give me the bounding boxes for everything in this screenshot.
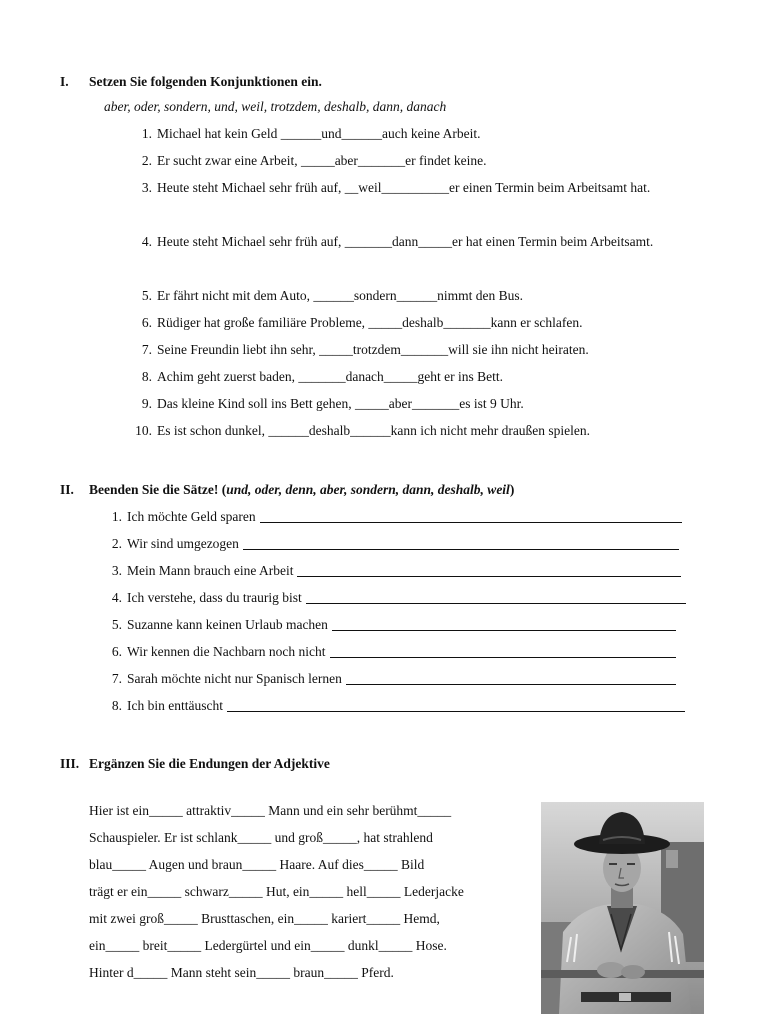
item-number: 7.	[141, 342, 152, 357]
answer-line[interactable]	[260, 522, 682, 523]
item-text: Achim geht zuerst baden, _______danach_____geht er ins Bett.	[157, 369, 504, 384]
answer-line[interactable]	[346, 684, 676, 685]
list-item	[130, 282, 700, 309]
answer-line[interactable]	[297, 576, 681, 577]
list-item	[130, 147, 700, 174]
answer-line[interactable]	[243, 549, 679, 550]
item-text: Suzanne kann keinen Urlaub machen	[127, 617, 328, 632]
section-2-exercise-list	[100, 503, 710, 719]
list-item	[100, 665, 710, 692]
item-number: 2.	[141, 153, 152, 168]
list-item	[130, 120, 700, 147]
item-number: 9.	[141, 396, 152, 411]
answer-line[interactable]	[330, 657, 676, 658]
paragraph-line: Schauspieler. Er ist schlank_____ und groß_____, hat strahlend	[89, 830, 433, 845]
item-text: Ich verstehe, dass du traurig bist	[127, 590, 302, 605]
item-number: 8.	[111, 698, 122, 713]
item-text: Er fährt nicht mit dem Auto, ______sondern______nimmt den Bus.	[157, 288, 523, 303]
item-text: Wir sind umgezogen	[127, 536, 239, 551]
section-3-number: III.	[60, 756, 80, 771]
item-number: 2.	[111, 536, 122, 551]
list-item	[100, 692, 710, 719]
item-number: 1.	[141, 126, 152, 141]
section-2-heading	[60, 482, 514, 498]
list-item	[130, 309, 700, 336]
list-item	[100, 638, 710, 665]
item-text: Heute steht Michael sehr früh auf, __weil__________er einen Termin beim Arbeitsamt hat.	[157, 180, 651, 195]
section-3-title: Ergänzen Sie die Endungen der Adjektive	[89, 756, 330, 771]
item-text: Das kleine Kind soll ins Bett gehen, _____aber_______es ist 9 Uhr.	[157, 396, 524, 411]
list-item	[130, 228, 700, 282]
list-item	[100, 584, 710, 611]
answer-line[interactable]	[332, 630, 676, 631]
item-text: Rüdiger hat große familiäre Probleme, _____deshalb_______kann er schlafen.	[157, 315, 583, 330]
section-1-heading	[60, 74, 322, 90]
section-2-number: II.	[60, 482, 74, 497]
section-1-title: Setzen Sie folgenden Konjunktionen ein.	[89, 74, 322, 89]
section-2-title: Beenden Sie die Sätze! (	[89, 482, 227, 497]
answer-line[interactable]	[227, 711, 685, 712]
section-1-number: I.	[60, 74, 69, 89]
paragraph-line: trägt er ein_____ schwarz_____ Hut, ein_____ hell_____ Lederjacke	[89, 884, 464, 899]
list-item	[100, 611, 710, 638]
item-number: 1.	[111, 509, 122, 524]
paragraph-line: Hier ist ein_____ attraktiv_____ Mann und ein sehr berühmt_____	[89, 803, 452, 818]
item-text: Er sucht zwar eine Arbeit, _____aber_______er findet keine.	[157, 153, 487, 168]
item-text: Ich bin enttäuscht	[127, 698, 223, 713]
list-item	[100, 557, 710, 584]
paragraph-line: blau_____ Augen und braun_____ Haare. Auf dies_____ Bild	[89, 857, 425, 872]
item-number: 4.	[111, 590, 122, 605]
paragraph-line: Hinter d_____ Mann steht sein_____ braun_____ Pferd.	[89, 965, 394, 980]
item-text: Mein Mann brauch eine Arbeit	[127, 563, 294, 578]
list-item	[130, 363, 700, 390]
paragraph-line: ein_____ breit_____ Ledergürtel und ein_____ dunkl_____ Hose.	[89, 938, 447, 953]
cowboy-photo-image	[541, 802, 704, 1014]
cowboy-photo	[541, 802, 704, 1014]
item-text: Sarah möchte nicht nur Spanisch lernen	[127, 671, 342, 686]
section-3-heading	[60, 756, 330, 772]
item-number: 6.	[141, 315, 152, 330]
list-item	[130, 336, 700, 363]
section-2-title-end: )	[509, 482, 515, 497]
item-text: Seine Freundin liebt ihn sehr, _____trotzdem_______will sie ihn nicht heiraten.	[157, 342, 589, 357]
list-item	[130, 417, 700, 444]
item-number: 4.	[141, 234, 152, 249]
list-item	[130, 390, 700, 417]
section-2-hint: und, oder, denn, aber, sondern, dann, deshalb, weil	[226, 482, 510, 497]
item-number: 3.	[141, 180, 152, 195]
item-number: 5.	[111, 617, 122, 632]
section-1-exercise-list	[130, 120, 700, 444]
item-number: 8.	[141, 369, 152, 384]
item-number: 10.	[135, 423, 152, 438]
list-item	[100, 530, 710, 557]
item-text: Es ist schon dunkel, ______deshalb______kann ich nicht mehr draußen spielen.	[157, 423, 591, 438]
item-number: 6.	[111, 644, 122, 659]
item-number: 5.	[141, 288, 152, 303]
section-1-word-bank: aber, oder, sondern, und, weil, trotzdem, deshalb, dann, danach	[104, 99, 447, 114]
paragraph-line: mit zwei groß_____ Brusttaschen, ein_____ kariert_____ Hemd,	[89, 911, 440, 926]
answer-line[interactable]	[306, 603, 686, 604]
item-text: Ich möchte Geld sparen	[127, 509, 256, 524]
list-item	[100, 503, 710, 530]
item-text: Wir kennen die Nachbarn noch nicht	[127, 644, 326, 659]
list-item	[130, 174, 700, 228]
item-text: Heute steht Michael sehr früh auf, _______dann_____er hat einen Termin beim Arbeitsamt.	[157, 234, 654, 249]
item-number: 3.	[111, 563, 122, 578]
item-text: Michael hat kein Geld ______und______auch keine Arbeit.	[157, 126, 481, 141]
section-3-paragraph	[89, 797, 519, 986]
item-number: 7.	[111, 671, 122, 686]
